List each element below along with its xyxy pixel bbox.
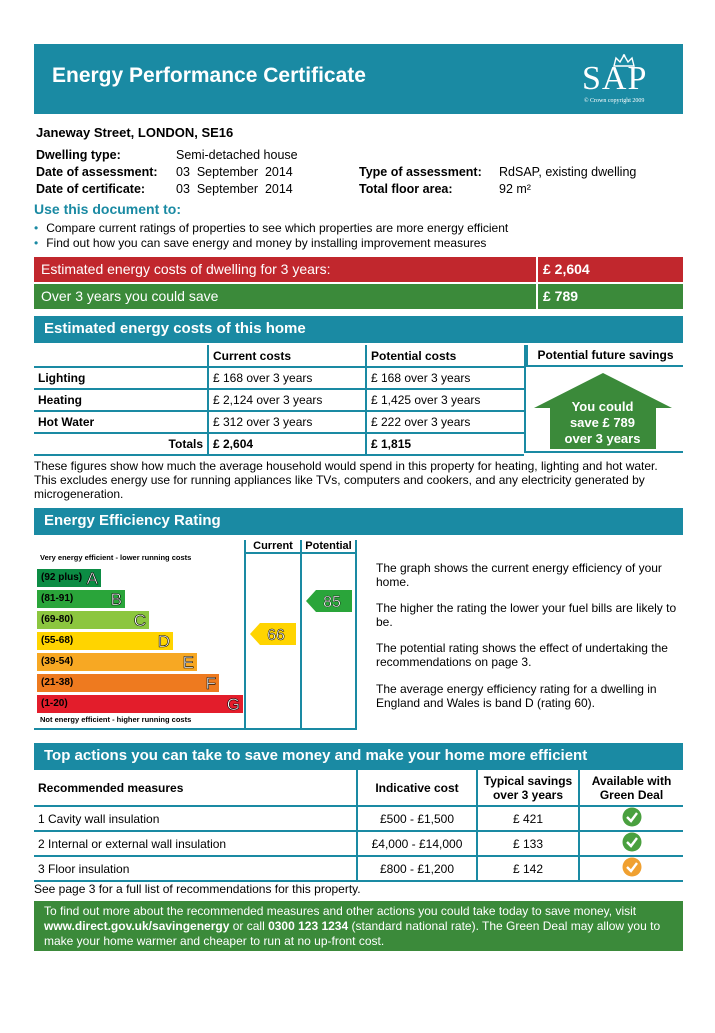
bullet-icon: • <box>34 221 39 235</box>
scale-top-label: Very energy efficient - lower running costs <box>40 553 192 562</box>
band-letter: A <box>86 569 98 588</box>
efficiency-explanation: The graph shows the current energy efficiency of your home. <box>376 561 662 589</box>
scale-bottom-label: Not energy efficient - higher running costs <box>40 715 192 724</box>
efficiency-explanation: The higher the rating the lower your fuel bills are likely to be. <box>376 601 677 629</box>
potential-rating-arrow <box>306 590 352 612</box>
use-bullet: • Find out how you can save energy and money by installing improvement measures <box>34 236 487 250</box>
rating-band-c <box>37 611 149 629</box>
current-rating-value: 66 <box>267 627 285 644</box>
use-document-title: Use this document to: <box>34 201 182 217</box>
floor-area-value: 92 m² <box>499 182 531 196</box>
header-savings: Typical savings over 3 years <box>477 770 579 806</box>
rating-band-a <box>37 569 101 587</box>
floor-area-label: Total floor area: <box>359 182 453 196</box>
table-row: 2 Internal or external wall insulation £4,000 - £14,000 £ 133 <box>34 831 683 856</box>
band-letter: D <box>157 632 170 651</box>
could-save-label: Over 3 years you could save <box>41 288 219 304</box>
table-row: Hot Water £ 312 over 3 years £ 222 over 3 years <box>34 411 524 433</box>
house-savings-text: You could save £ 789 over 3 years <box>564 399 641 446</box>
estimated-costs-label: Estimated energy costs of dwelling for 3 years: <box>41 261 331 277</box>
sap-logo <box>582 54 666 104</box>
rating-band-b <box>37 590 125 608</box>
potential-column-header: Potential <box>305 540 352 552</box>
footer-info: To find out more about the recommended measures and other actions you could take today to save money, visit www.direct.gov.uk/savingenergy or call 0300 123 1234 (standard national rate). The Green Deal may allow you to make your home warmer and cheaper to run at no up-front cost. <box>34 901 683 951</box>
bullet-icon: • <box>34 236 39 250</box>
see-page-note: See page 3 for a full list of recommendations for this property. <box>34 882 361 896</box>
could-save-value: £ 789 <box>543 288 579 304</box>
header-measures: Recommended measures <box>34 770 357 806</box>
date-assessment-value: 03 September 2014 <box>176 165 293 179</box>
property-address: Janeway Street, LONDON, SE16 <box>36 125 234 140</box>
actions-section-title: Top actions you can take to save money and make your home more efficient <box>34 743 683 770</box>
efficiency-section-title: Energy Efficiency Rating <box>34 508 683 535</box>
band-range: (39-54) <box>41 656 74 667</box>
band-range: (69-80) <box>41 614 74 625</box>
current-column-header: Current <box>253 540 293 552</box>
potential-rating-value: 85 <box>323 594 341 611</box>
check-icon <box>622 857 642 877</box>
logo-copyright: © Crown copyright 2009 <box>584 98 645 104</box>
phone-number: 0300 123 1234 <box>268 919 349 933</box>
band-range: (81-91) <box>41 593 74 604</box>
costs-header-blank <box>34 345 208 367</box>
efficiency-explanation: The potential rating shows the effect of undertaking the recommendations on page 3. <box>376 641 668 669</box>
check-icon <box>622 832 642 852</box>
rating-band-d <box>37 632 173 650</box>
rating-band-e <box>37 653 197 671</box>
band-range: (55-68) <box>41 635 74 646</box>
rating-band-g <box>37 695 243 713</box>
header-green-deal: Available with Green Deal <box>579 770 683 806</box>
date-certificate-value: 03 September 2014 <box>176 182 293 196</box>
current-rating-arrow <box>250 623 296 645</box>
costs-header-current: Current costs <box>208 345 366 367</box>
assessment-type-label: Type of assessment: <box>359 165 482 179</box>
date-certificate-label: Date of certificate: <box>36 182 146 196</box>
costs-header-potential: Potential costs <box>366 345 524 367</box>
check-icon <box>622 807 642 827</box>
band-range: (1-20) <box>41 698 68 709</box>
band-letter: C <box>133 611 146 630</box>
potential-savings-header: Potential future savings <box>526 345 683 367</box>
costs-table <box>34 345 524 456</box>
costs-section-title: Estimated energy costs of this home <box>34 316 683 343</box>
header-cost: Indicative cost <box>357 770 477 806</box>
totals-row: Totals £ 2,604 £ 1,815 <box>34 433 524 455</box>
band-letter: G <box>226 695 240 714</box>
could-save-bar <box>34 284 683 309</box>
savingenergy-link[interactable]: www.direct.gov.uk/savingenergy <box>44 919 230 933</box>
assessment-type-value: RdSAP, existing dwelling <box>499 165 637 179</box>
band-letter: B <box>110 590 122 609</box>
estimated-costs-bar <box>34 257 683 282</box>
rating-band-f <box>37 674 219 692</box>
band-letter: E <box>182 653 194 672</box>
actions-table <box>34 770 683 882</box>
table-row: Lighting £ 168 over 3 years £ 168 over 3 years <box>34 367 524 389</box>
sap-logo-text: SAP <box>582 60 648 97</box>
table-row: Heating £ 2,124 over 3 years £ 1,425 over 3 years <box>34 389 524 411</box>
use-bullet: • Compare current ratings of properties to see which properties are more energy efficient <box>34 221 509 235</box>
page-title: Energy Performance Certificate <box>52 64 366 87</box>
band-range: (21-38) <box>41 677 74 688</box>
band-letter: F <box>205 674 216 693</box>
dwelling-type-label: Dwelling type: <box>36 148 121 162</box>
table-row: 3 Floor insulation £800 - £1,200 £ 142 <box>34 856 683 881</box>
estimated-costs-value: £ 2,604 <box>543 261 590 277</box>
costs-note: These figures show how much the average household would spend in this property for heating, lighting and hot water. This excludes energy use for running appliances like TVs, computers and cookers, and any electricity generated by microgeneration. <box>34 459 658 501</box>
dwelling-type-value: Semi-detached house <box>176 148 298 162</box>
efficiency-explanation: The average energy efficiency rating for a dwelling in England and Wales is band D (rating 60). <box>376 682 657 710</box>
date-assessment-label: Date of assessment: <box>36 165 158 179</box>
table-row: 1 Cavity wall insulation £500 - £1,500 £ 421 <box>34 806 683 831</box>
band-range: (92 plus) <box>41 572 83 583</box>
